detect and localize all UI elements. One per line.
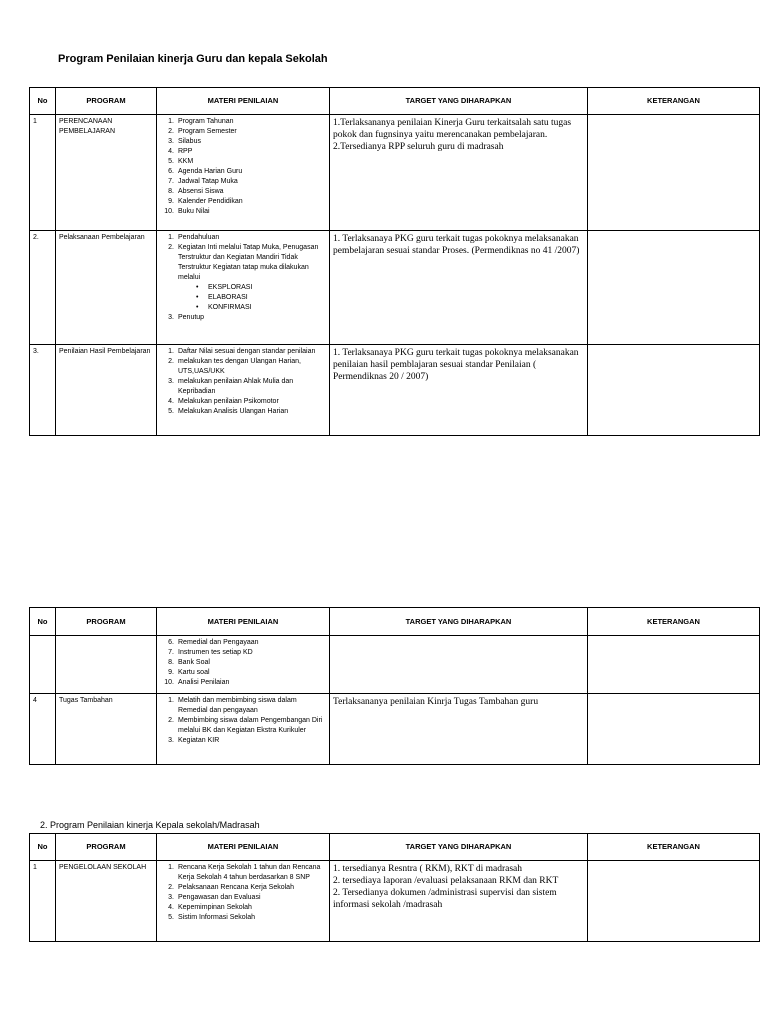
col-header-keterangan: KETERANGAN (588, 834, 760, 861)
materi-text: Absensi Siswa (178, 188, 224, 195)
target-line: Terlaksananya penilaian Kinrja Tugas Tambahan guru (333, 697, 539, 707)
target-line: 2. tersediaya laporan /evaluasi pelaksanaan RKM dan RKT (333, 876, 559, 886)
materi-item (160, 668, 326, 678)
page-title: Program Penilaian kinerja Guru dan kepala Sekolah (58, 53, 328, 65)
materi-sub-text: EKSPLORASI (208, 284, 253, 291)
materi-item (160, 357, 326, 377)
target-line: 1. Terlaksanaya PKG guru terkait tugas pokoknya melaksanakan pembelajaran sesuai standar Proses. (Permendiknas no 41 /2007) (333, 234, 580, 256)
cell-target (330, 115, 588, 231)
materi-item (160, 893, 326, 903)
target-line: 2.Tersedianya RPP seluruh guru di madrasah (333, 142, 504, 152)
target-line: 1. tersedianya Resntra ( RKM), RKT di madrasah (333, 864, 522, 874)
table-row (30, 231, 760, 345)
cell-materi (157, 694, 330, 765)
materi-number: 4. (168, 398, 174, 405)
materi-number: 10. (164, 679, 174, 686)
col-header-program: PROGRAM (56, 608, 157, 636)
materi-number: 2. (168, 128, 174, 135)
materi-number: 9. (168, 669, 174, 676)
materi-item (160, 696, 326, 716)
materi-item (160, 347, 326, 357)
col-header-materi: MATERI PENILAIAN (157, 834, 330, 861)
materi-text: melakukan penilaian Ahlak Mulia dan Kepribadian (178, 378, 294, 395)
materi-number: 7. (168, 649, 174, 656)
materi-text: Pendahuluan (178, 234, 220, 241)
materi-item (160, 397, 326, 407)
materi-text: Melatih dan membimbing siswa dalam Remedial dan pengayaan (178, 697, 297, 714)
materi-number: 10. (164, 208, 174, 215)
materi-text: Silabus (178, 138, 201, 145)
bullet-icon: • (196, 304, 199, 311)
materi-number: 1. (168, 864, 174, 871)
cell-target (330, 345, 588, 436)
materi-item (160, 207, 326, 217)
materi-sub-item (160, 293, 326, 303)
materi-item (160, 407, 326, 417)
materi-item (160, 883, 326, 893)
materi-item (160, 736, 326, 746)
materi-number: 1. (168, 348, 174, 355)
table-row (30, 861, 760, 942)
materi-number: 3. (168, 378, 174, 385)
materi-number: 4. (168, 904, 174, 911)
materi-number: 8. (168, 659, 174, 666)
materi-item (160, 233, 326, 243)
materi-sub-item (160, 283, 326, 293)
materi-text: Sistim Informasi Sekolah (178, 914, 256, 921)
target-line: 1. Terlaksanaya PKG guru terkait tugas pokoknya melaksanakan penilaian hasil pemblajaran sesuai standar Penilaian ( Permendiknas 20 / 2007) (333, 348, 579, 382)
materi-item (160, 177, 326, 187)
cell-keterangan (588, 861, 760, 942)
materi-sub-text: ELABORASI (208, 294, 248, 301)
table-kepala-sekolah (29, 833, 760, 942)
target-line: 2. Tersedianya dokumen /administrasi supervisi dan sistem informasi sekolah /madrasah (333, 888, 557, 910)
cell-target (330, 231, 588, 345)
materi-number: 2. (168, 244, 174, 251)
materi-item (160, 913, 326, 923)
section2-title: 2. Program Penilaian kinerja Kepala sekolah/Madrasah (40, 820, 260, 830)
target-line: 1.Terlaksananya penilaian Kinerja Guru terkaitsalah satu tugas pokok dan fugnsinya yaitu merencanakan pembelajaran. (333, 118, 572, 140)
cell-program: Tugas Tambahan (56, 694, 157, 765)
cell-no: 2. (30, 231, 56, 345)
col-header-no: No (30, 88, 56, 115)
table-row (30, 115, 760, 231)
materi-text: Analisi Penilaian (178, 679, 230, 686)
col-header-program: PROGRAM (56, 834, 157, 861)
materi-text: Kepemimpinan Sekolah (178, 904, 252, 911)
cell-target (330, 694, 588, 765)
table-row (30, 636, 760, 694)
col-header-program: PROGRAM (56, 88, 157, 115)
cell-materi (157, 636, 330, 694)
materi-sub-text: KONFIRMASI (208, 304, 252, 311)
cell-no (30, 636, 56, 694)
cell-materi (157, 861, 330, 942)
materi-sub-item (160, 303, 326, 313)
cell-target (330, 636, 588, 694)
materi-number: 3. (168, 138, 174, 145)
table-row (30, 345, 760, 436)
materi-text: Remedial dan Pengayaan (178, 639, 259, 646)
materi-text: Rencana Kerja Sekolah 1 tahun dan Rencana Kerja Sekolah 4 tahun berdasarkan 8 SNP (178, 864, 321, 881)
materi-number: 5. (168, 158, 174, 165)
materi-text: Melakukan Analisis Ulangan Harian (178, 408, 289, 415)
materi-number: 2. (168, 884, 174, 891)
cell-keterangan (588, 636, 760, 694)
materi-item (160, 157, 326, 167)
materi-text: Kalender Pendidikan (178, 198, 243, 205)
bullet-icon: • (196, 284, 199, 291)
materi-item (160, 137, 326, 147)
materi-text: Kegiatan Inti melalui Tatap Muka, Penugasan Terstruktur dan Kegiatan Mandiri Tidak Terstruktur Kegiatan tatap muka dilakukan melalui (178, 244, 319, 281)
materi-text: Instrumen tes setiap KD (178, 649, 253, 656)
materi-item (160, 127, 326, 137)
materi-number: 8. (168, 188, 174, 195)
col-header-keterangan: KETERANGAN (588, 608, 760, 636)
cell-materi (157, 231, 330, 345)
materi-item (160, 648, 326, 658)
bullet-icon: • (196, 294, 199, 301)
materi-number: 7. (168, 178, 174, 185)
materi-number: 5. (168, 408, 174, 415)
materi-number: 4. (168, 148, 174, 155)
materi-text: Kegiatan KIR (178, 737, 220, 744)
materi-item (160, 863, 326, 883)
materi-item (160, 313, 326, 323)
cell-program: PENGELOLAAN SEKOLAH (56, 861, 157, 942)
materi-text: Melakukan penilaian Psikomotor (178, 398, 279, 405)
materi-text: Daftar Nilai sesuai dengan standar penilaian (178, 348, 316, 355)
table-row (30, 694, 760, 765)
materi-text: Jadwal Tatap Muka (178, 178, 238, 185)
materi-text: Kartu soal (178, 669, 210, 676)
materi-text: RPP (178, 148, 193, 155)
materi-item (160, 243, 326, 283)
col-header-materi: MATERI PENILAIAN (157, 608, 330, 636)
materi-number: 2. (168, 717, 174, 724)
materi-item (160, 117, 326, 127)
col-header-no: No (30, 834, 56, 861)
materi-number: 3. (168, 737, 174, 744)
materi-item (160, 147, 326, 157)
materi-number: 6. (168, 168, 174, 175)
materi-text: Pelaksanaan Rencana Kerja Sekolah (178, 884, 294, 891)
materi-number: 2. (168, 358, 174, 365)
materi-number: 3. (168, 314, 174, 321)
materi-item (160, 678, 326, 688)
materi-text: Penutup (178, 314, 205, 321)
col-header-keterangan: KETERANGAN (588, 88, 760, 115)
table-guru-part1 (29, 87, 760, 436)
materi-text: Pengawasan dan Evaluasi (178, 894, 261, 901)
cell-keterangan (588, 115, 760, 231)
materi-text: Program Semester (178, 128, 237, 135)
materi-item (160, 716, 326, 736)
cell-materi (157, 115, 330, 231)
materi-number: 1. (168, 697, 174, 704)
materi-number: 1. (168, 118, 174, 125)
materi-text: Bank Soal (178, 659, 210, 666)
cell-no: 1 (30, 861, 56, 942)
cell-no: 4 (30, 694, 56, 765)
cell-program: PERENCANAAN PEMBELAJARAN (56, 115, 157, 231)
materi-item (160, 377, 326, 397)
table-guru-part2 (29, 607, 760, 765)
cell-no: 3. (30, 345, 56, 436)
materi-number: 9. (168, 198, 174, 205)
materi-item (160, 197, 326, 207)
materi-number: 6. (168, 639, 174, 646)
materi-text: Program Tahunan (178, 118, 234, 125)
col-header-target: TARGET YANG DIHARAPKAN (330, 608, 588, 636)
materi-text: KKM (178, 158, 194, 165)
materi-item (160, 638, 326, 648)
materi-item (160, 658, 326, 668)
cell-program (56, 636, 157, 694)
materi-item (160, 167, 326, 177)
materi-number: 5. (168, 914, 174, 921)
materi-item (160, 903, 326, 913)
cell-program: Penilaian Hasil Pembelajaran (56, 345, 157, 436)
materi-number: 3. (168, 894, 174, 901)
materi-text: Membimbing siswa dalam Pengembangan Diri melalui BK dan Kegiatan Ekstra Kurikuler (178, 717, 323, 734)
cell-program: Pelaksanaan Pembelajaran (56, 231, 157, 345)
col-header-target: TARGET YANG DIHARAPKAN (330, 88, 588, 115)
materi-text: Buku Nilai (178, 208, 210, 215)
cell-no: 1 (30, 115, 56, 231)
cell-keterangan (588, 231, 760, 345)
cell-keterangan (588, 345, 760, 436)
col-header-materi: MATERI PENILAIAN (157, 88, 330, 115)
cell-materi (157, 345, 330, 436)
materi-item (160, 187, 326, 197)
materi-number: 1. (168, 234, 174, 241)
cell-target (330, 861, 588, 942)
col-header-no: No (30, 608, 56, 636)
col-header-target: TARGET YANG DIHARAPKAN (330, 834, 588, 861)
cell-keterangan (588, 694, 760, 765)
materi-text: melakukan tes dengan Ulangan Harian, UTS,UAS/UKK (178, 358, 301, 375)
materi-text: Agenda Harian Guru (178, 168, 243, 175)
